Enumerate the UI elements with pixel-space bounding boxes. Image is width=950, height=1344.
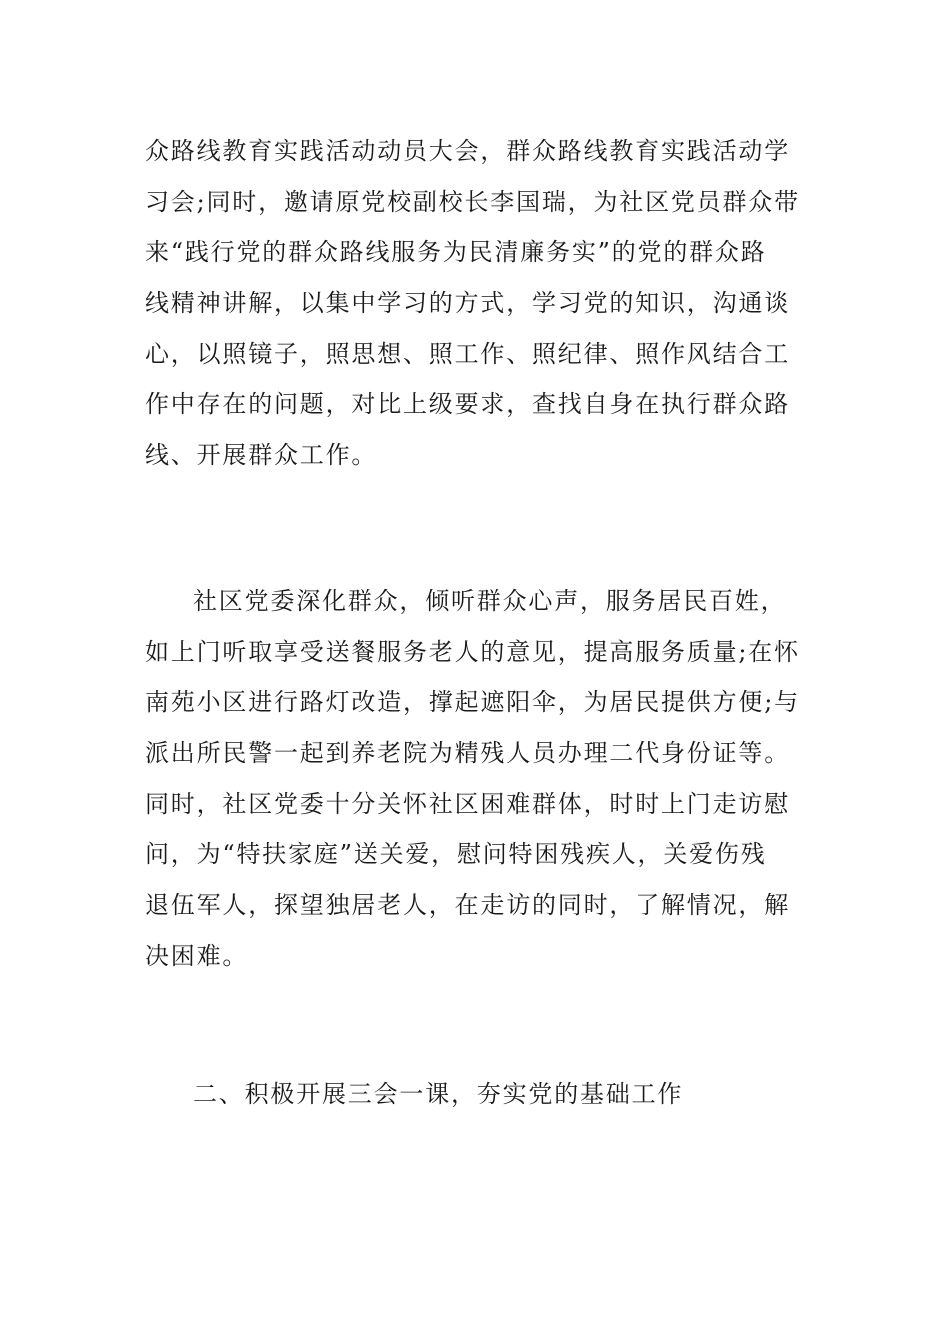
paragraph-line: 线精神讲解，以集中学习的方式，学习党的知识，沟通谈 — [145, 289, 790, 318]
paragraph-line: 来“践行党的群众路线服务为民清廉务实”的党的群众路 — [145, 238, 767, 267]
paragraph-line: 线、开展群众工作。 — [145, 441, 378, 470]
paragraph-line: 决困难。 — [145, 941, 249, 970]
section-heading-text: 二、积极开展三会一课，夯实党的基础工作 — [193, 1080, 684, 1108]
paragraph-line: 问，为“特扶家庭”送关爱，慰问特困残疾人，关爱伤残 — [145, 840, 767, 869]
paragraph-line: 派出所民警一起到养老院为精残人员办理二代身份证等。 — [145, 739, 790, 768]
paragraph-line: 同时，社区党委十分关怀社区困难群体，时时上门走访慰 — [145, 789, 790, 818]
section-heading — [145, 1069, 810, 1120]
paragraph-line: 退伍军人，探望独居老人，在走访的同时，了解情况，解 — [145, 891, 790, 920]
paragraph-line: 社区党委深化群众，倾听群众心声，服务居民百姓， — [193, 587, 787, 615]
paragraph-line: 众路线教育实践活动动员大会，群众路线教育实践活动学 — [145, 137, 790, 165]
paragraph-line: 如上门听取享受送餐服务老人的意见，提高服务质量;在怀 — [145, 637, 800, 666]
paragraph-line: 南苑小区进行路灯改造，撑起遮阳伞，为居民提供方便;与 — [145, 688, 800, 717]
paragraph-line: 习会;同时，邀请原党校副校长李国瑞，为社区党员群众带 — [145, 187, 800, 216]
paragraph-1 — [145, 126, 810, 481]
paragraph-line: 心，以照镜子，照思想、照工作、照纪律、照作风结合工 — [145, 339, 790, 368]
paragraph-2 — [145, 576, 810, 982]
paragraph-line: 作中存在的问题，对比上级要求，查找自身在执行群众路 — [145, 390, 790, 419]
